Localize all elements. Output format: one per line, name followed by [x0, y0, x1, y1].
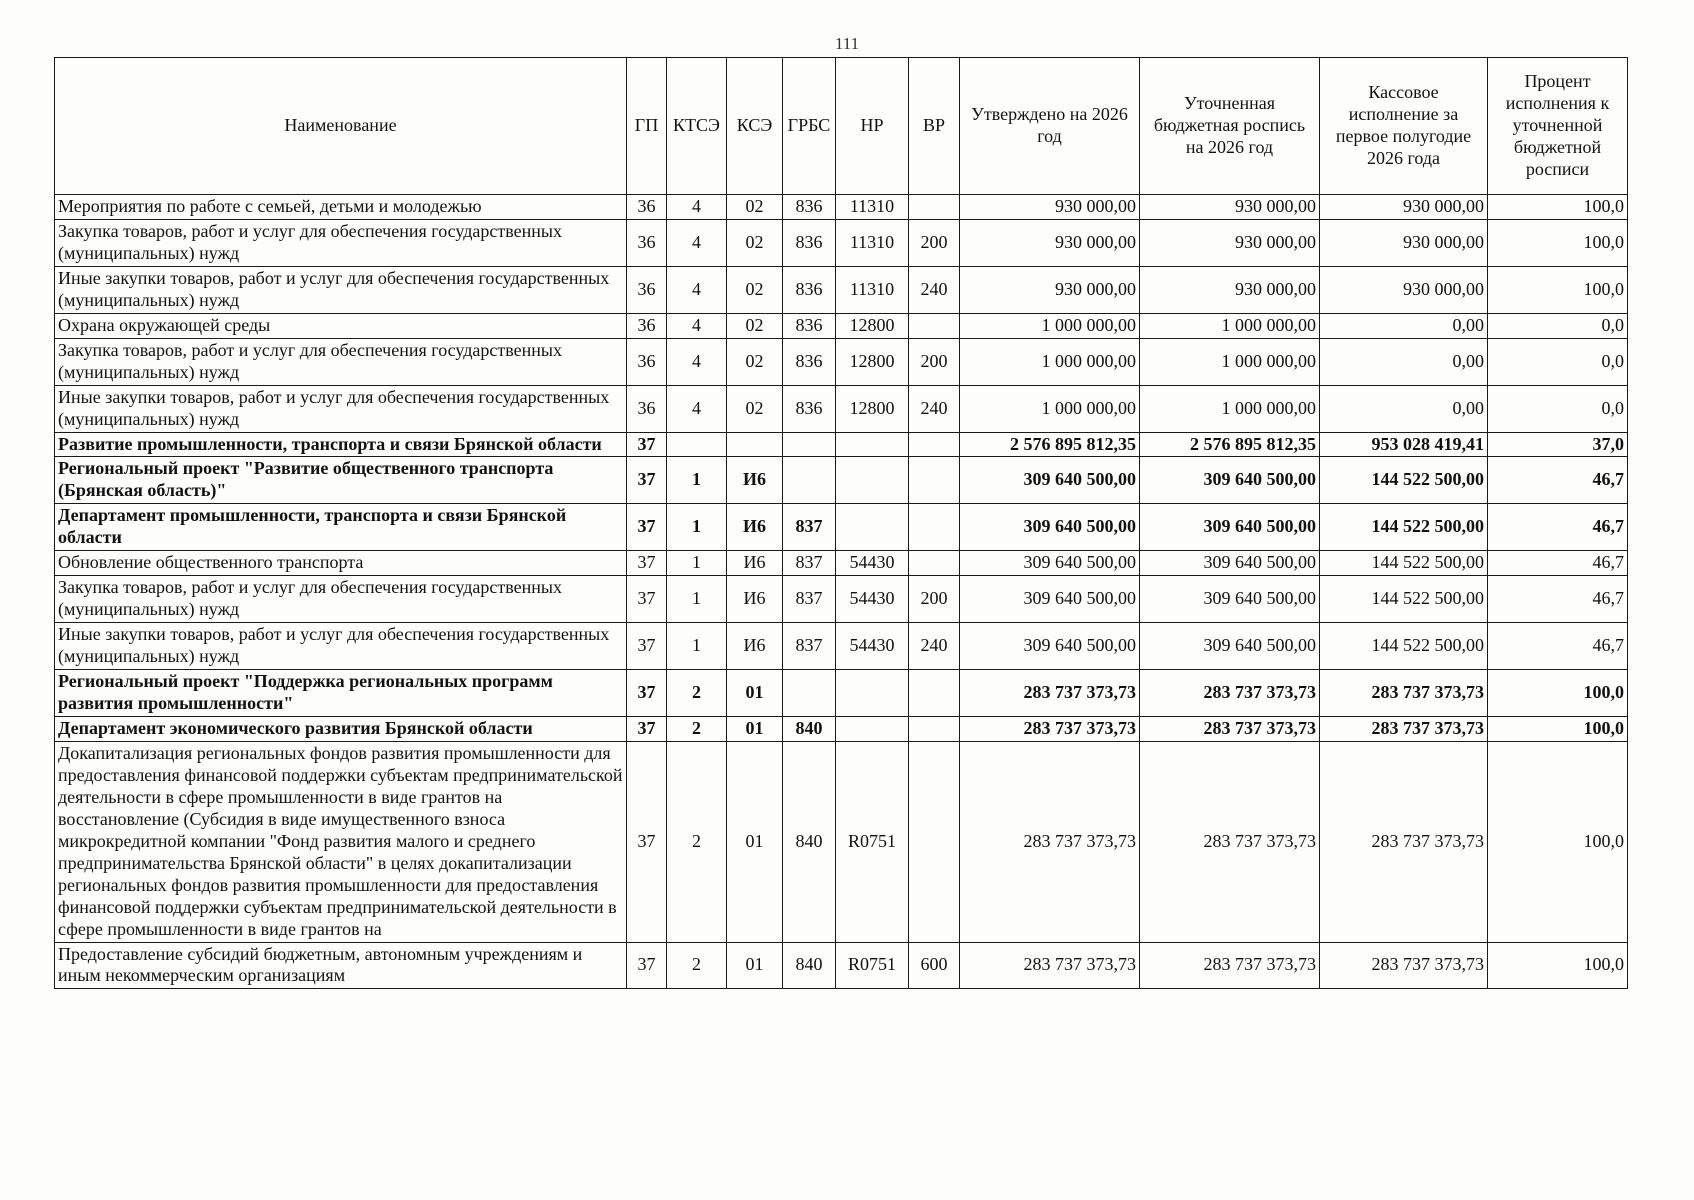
- cell-percent: 0,0: [1488, 385, 1628, 432]
- cell-approved: 283 737 373,73: [960, 716, 1140, 741]
- cell-name: Обновление общественного транспорта: [55, 551, 627, 576]
- cell-approved: 283 737 373,73: [960, 741, 1140, 942]
- cell-ktse: 2: [667, 942, 727, 989]
- cell-cash: 930 000,00: [1320, 219, 1488, 266]
- table-row: [55, 942, 1628, 989]
- cell-ktse: 4: [667, 266, 727, 313]
- cell-gp: 37: [627, 623, 667, 670]
- cell-ktse: 4: [667, 385, 727, 432]
- cell-gp: 37: [627, 942, 667, 989]
- cell-vr: 200: [909, 338, 960, 385]
- cell-grbs: [783, 670, 836, 717]
- cell-gp: 36: [627, 219, 667, 266]
- cell-vr: [909, 716, 960, 741]
- cell-approved: 930 000,00: [960, 219, 1140, 266]
- cell-refined: 283 737 373,73: [1140, 741, 1320, 942]
- cell-ktse: 1: [667, 576, 727, 623]
- cell-vr: 200: [909, 576, 960, 623]
- cell-grbs: 837: [783, 504, 836, 551]
- cell-kse: 01: [727, 741, 783, 942]
- cell-kse: 02: [727, 266, 783, 313]
- cell-approved: 309 640 500,00: [960, 504, 1140, 551]
- cell-cash: 283 737 373,73: [1320, 741, 1488, 942]
- cell-kse: 02: [727, 195, 783, 220]
- cell-refined: 2 576 895 812,35: [1140, 432, 1320, 457]
- cell-ktse: 1: [667, 551, 727, 576]
- cell-name: Иные закупки товаров, работ и услуг для обеспечения государственных (муниципальных) нужд: [55, 385, 627, 432]
- cell-refined: 930 000,00: [1140, 195, 1320, 220]
- header-row: [55, 58, 1628, 195]
- cell-percent: 0,0: [1488, 313, 1628, 338]
- cell-refined: 283 737 373,73: [1140, 716, 1320, 741]
- cell-kse: 02: [727, 219, 783, 266]
- cell-name: Закупка товаров, работ и услуг для обеспечения государственных (муниципальных) нужд: [55, 338, 627, 385]
- cell-approved: 283 737 373,73: [960, 670, 1140, 717]
- cell-name: Департамент экономического развития Брянской области: [55, 716, 627, 741]
- header-ktse: КТСЭ: [667, 58, 727, 195]
- budget-table: [54, 57, 1628, 989]
- cell-approved: 930 000,00: [960, 266, 1140, 313]
- table-row: [55, 623, 1628, 670]
- cell-percent: 46,7: [1488, 576, 1628, 623]
- cell-percent: 100,0: [1488, 670, 1628, 717]
- cell-nr: 54430: [836, 623, 909, 670]
- cell-approved: 930 000,00: [960, 195, 1140, 220]
- cell-nr: [836, 504, 909, 551]
- cell-nr: 11310: [836, 266, 909, 313]
- header-cash: Кассовое исполнение за первое полугодие 2026 года: [1320, 58, 1488, 195]
- cell-vr: [909, 432, 960, 457]
- cell-grbs: [783, 457, 836, 504]
- header-name: Наименование: [55, 58, 627, 195]
- cell-gp: 37: [627, 457, 667, 504]
- cell-cash: 0,00: [1320, 313, 1488, 338]
- cell-ktse: 1: [667, 457, 727, 504]
- cell-gp: 37: [627, 670, 667, 717]
- cell-grbs: 836: [783, 313, 836, 338]
- cell-percent: 46,7: [1488, 457, 1628, 504]
- cell-name: Предоставление субсидий бюджетным, автономным учреждениям и иным некоммерческим организациям: [55, 942, 627, 989]
- cell-kse: И6: [727, 504, 783, 551]
- cell-cash: 144 522 500,00: [1320, 623, 1488, 670]
- cell-refined: 309 640 500,00: [1140, 623, 1320, 670]
- cell-refined: 309 640 500,00: [1140, 504, 1320, 551]
- cell-percent: 100,0: [1488, 195, 1628, 220]
- cell-percent: 0,0: [1488, 338, 1628, 385]
- cell-name: Докапитализация региональных фондов развития промышленности для предоставления финансовой поддержки субъектам предпринимательской деятельности в сфере промышленности в виде грантов на восстановление (Субсидия в виде имущественного взноса микрокредитной компании "Фонд развития малого и среднего предпринимательства Брянской области" в целях докапитализации региональных фондов развития промышленности для предоставления финансовой поддержки субъектам предпринимательской деятельности в сфере промышленности в виде грантов на: [55, 741, 627, 942]
- cell-cash: 0,00: [1320, 338, 1488, 385]
- cell-name: Закупка товаров, работ и услуг для обеспечения государственных (муниципальных) нужд: [55, 219, 627, 266]
- cell-kse: 02: [727, 313, 783, 338]
- cell-gp: 36: [627, 385, 667, 432]
- cell-gp: 37: [627, 741, 667, 942]
- cell-vr: 240: [909, 385, 960, 432]
- cell-percent: 100,0: [1488, 942, 1628, 989]
- cell-cash: 930 000,00: [1320, 266, 1488, 313]
- table-row: [55, 432, 1628, 457]
- table-row: [55, 457, 1628, 504]
- cell-vr: [909, 457, 960, 504]
- cell-approved: 309 640 500,00: [960, 576, 1140, 623]
- cell-name: Региональный проект "Развитие общественного транспорта (Брянская область)": [55, 457, 627, 504]
- cell-approved: 1 000 000,00: [960, 385, 1140, 432]
- table-row: [55, 716, 1628, 741]
- cell-name: Мероприятия по работе с семьей, детьми и молодежью: [55, 195, 627, 220]
- header-approved: Утверждено на 2026 год: [960, 58, 1140, 195]
- cell-grbs: 840: [783, 942, 836, 989]
- table-row: [55, 741, 1628, 942]
- table-row: [55, 266, 1628, 313]
- cell-cash: 283 737 373,73: [1320, 670, 1488, 717]
- page-number: [0, 34, 1694, 54]
- cell-gp: 37: [627, 504, 667, 551]
- cell-grbs: 837: [783, 551, 836, 576]
- cell-nr: [836, 432, 909, 457]
- cell-grbs: 836: [783, 195, 836, 220]
- cell-cash: 953 028 419,41: [1320, 432, 1488, 457]
- table-row: [55, 195, 1628, 220]
- cell-grbs: 836: [783, 266, 836, 313]
- cell-nr: 12800: [836, 338, 909, 385]
- cell-approved: 309 640 500,00: [960, 623, 1140, 670]
- cell-grbs: 840: [783, 716, 836, 741]
- cell-percent: 100,0: [1488, 266, 1628, 313]
- cell-grbs: 836: [783, 385, 836, 432]
- cell-ktse: 4: [667, 195, 727, 220]
- cell-vr: [909, 195, 960, 220]
- cell-vr: [909, 313, 960, 338]
- cell-nr: 12800: [836, 385, 909, 432]
- cell-name: Охрана окружающей среды: [55, 313, 627, 338]
- cell-refined: 309 640 500,00: [1140, 551, 1320, 576]
- table-body: [55, 195, 1628, 989]
- cell-refined: 283 737 373,73: [1140, 942, 1320, 989]
- cell-nr: [836, 670, 909, 717]
- cell-vr: 240: [909, 266, 960, 313]
- cell-grbs: 837: [783, 623, 836, 670]
- cell-gp: 37: [627, 716, 667, 741]
- cell-kse: 02: [727, 385, 783, 432]
- cell-ktse: 4: [667, 338, 727, 385]
- cell-vr: 240: [909, 623, 960, 670]
- cell-ktse: 4: [667, 313, 727, 338]
- cell-percent: 46,7: [1488, 623, 1628, 670]
- cell-name: Закупка товаров, работ и услуг для обеспечения государственных (муниципальных) нужд: [55, 576, 627, 623]
- cell-vr: [909, 670, 960, 717]
- cell-vr: 200: [909, 219, 960, 266]
- cell-refined: 930 000,00: [1140, 266, 1320, 313]
- cell-approved: 1 000 000,00: [960, 338, 1140, 385]
- header-grbs: ГРБС: [783, 58, 836, 195]
- cell-refined: 1 000 000,00: [1140, 338, 1320, 385]
- cell-grbs: 840: [783, 741, 836, 942]
- cell-percent: 37,0: [1488, 432, 1628, 457]
- table-header: [55, 58, 1628, 195]
- cell-vr: [909, 551, 960, 576]
- cell-percent: 46,7: [1488, 504, 1628, 551]
- cell-grbs: 836: [783, 219, 836, 266]
- cell-refined: 283 737 373,73: [1140, 670, 1320, 717]
- cell-ktse: 2: [667, 716, 727, 741]
- cell-name: Региональный проект "Поддержка региональных программ развития промышленности": [55, 670, 627, 717]
- cell-cash: 144 522 500,00: [1320, 504, 1488, 551]
- cell-ktse: [667, 432, 727, 457]
- cell-cash: 283 737 373,73: [1320, 942, 1488, 989]
- cell-gp: 36: [627, 338, 667, 385]
- cell-kse: 01: [727, 670, 783, 717]
- cell-percent: 100,0: [1488, 741, 1628, 942]
- cell-name: Иные закупки товаров, работ и услуг для обеспечения государственных (муниципальных) нужд: [55, 266, 627, 313]
- cell-nr: 11310: [836, 195, 909, 220]
- header-gp: ГП: [627, 58, 667, 195]
- cell-nr: R0751: [836, 942, 909, 989]
- cell-nr: 54430: [836, 576, 909, 623]
- cell-approved: 1 000 000,00: [960, 313, 1140, 338]
- cell-name: Иные закупки товаров, работ и услуг для обеспечения государственных (муниципальных) нужд: [55, 623, 627, 670]
- cell-kse: И6: [727, 457, 783, 504]
- header-vr: ВР: [909, 58, 960, 195]
- cell-cash: 283 737 373,73: [1320, 716, 1488, 741]
- cell-kse: И6: [727, 576, 783, 623]
- cell-percent: 46,7: [1488, 551, 1628, 576]
- cell-gp: 37: [627, 576, 667, 623]
- cell-grbs: [783, 432, 836, 457]
- cell-refined: 309 640 500,00: [1140, 457, 1320, 504]
- table-row: [55, 576, 1628, 623]
- cell-gp: 36: [627, 313, 667, 338]
- cell-ktse: 2: [667, 670, 727, 717]
- cell-refined: 1 000 000,00: [1140, 385, 1320, 432]
- cell-nr: [836, 716, 909, 741]
- cell-refined: 930 000,00: [1140, 219, 1320, 266]
- cell-kse: И6: [727, 623, 783, 670]
- cell-gp: 37: [627, 551, 667, 576]
- cell-kse: 01: [727, 942, 783, 989]
- cell-name: Департамент промышленности, транспорта и связи Брянской области: [55, 504, 627, 551]
- cell-kse: 02: [727, 338, 783, 385]
- cell-approved: 309 640 500,00: [960, 457, 1140, 504]
- cell-gp: 36: [627, 195, 667, 220]
- cell-name: Развитие промышленности, транспорта и связи Брянской области: [55, 432, 627, 457]
- cell-approved: 309 640 500,00: [960, 551, 1140, 576]
- cell-cash: 144 522 500,00: [1320, 576, 1488, 623]
- cell-kse: [727, 432, 783, 457]
- cell-cash: 0,00: [1320, 385, 1488, 432]
- cell-refined: 309 640 500,00: [1140, 576, 1320, 623]
- cell-nr: 11310: [836, 219, 909, 266]
- table-row: [55, 551, 1628, 576]
- cell-nr: 54430: [836, 551, 909, 576]
- table-row: [55, 670, 1628, 717]
- cell-refined: 1 000 000,00: [1140, 313, 1320, 338]
- table-row: [55, 219, 1628, 266]
- cell-kse: И6: [727, 551, 783, 576]
- table-row: [55, 338, 1628, 385]
- cell-ktse: 4: [667, 219, 727, 266]
- header-refined: Уточненная бюджетная роспись на 2026 год: [1140, 58, 1320, 195]
- cell-grbs: 837: [783, 576, 836, 623]
- cell-ktse: 1: [667, 623, 727, 670]
- cell-nr: R0751: [836, 741, 909, 942]
- header-nr: НР: [836, 58, 909, 195]
- cell-nr: [836, 457, 909, 504]
- cell-approved: 2 576 895 812,35: [960, 432, 1140, 457]
- cell-vr: 600: [909, 942, 960, 989]
- header-percent: Процент исполнения к уточненной бюджетной росписи: [1488, 58, 1628, 195]
- cell-kse: 01: [727, 716, 783, 741]
- cell-cash: 144 522 500,00: [1320, 457, 1488, 504]
- cell-cash: 144 522 500,00: [1320, 551, 1488, 576]
- cell-cash: 930 000,00: [1320, 195, 1488, 220]
- cell-gp: 37: [627, 432, 667, 457]
- cell-vr: [909, 504, 960, 551]
- cell-nr: 12800: [836, 313, 909, 338]
- cell-gp: 36: [627, 266, 667, 313]
- cell-percent: 100,0: [1488, 716, 1628, 741]
- cell-percent: 100,0: [1488, 219, 1628, 266]
- table-row: [55, 504, 1628, 551]
- cell-ktse: 1: [667, 504, 727, 551]
- cell-approved: 283 737 373,73: [960, 942, 1140, 989]
- cell-ktse: 2: [667, 741, 727, 942]
- cell-grbs: 836: [783, 338, 836, 385]
- table-row: [55, 385, 1628, 432]
- table-row: [55, 313, 1628, 338]
- cell-vr: [909, 741, 960, 942]
- page-number-text: 111: [834, 34, 860, 53]
- header-kse: КСЭ: [727, 58, 783, 195]
